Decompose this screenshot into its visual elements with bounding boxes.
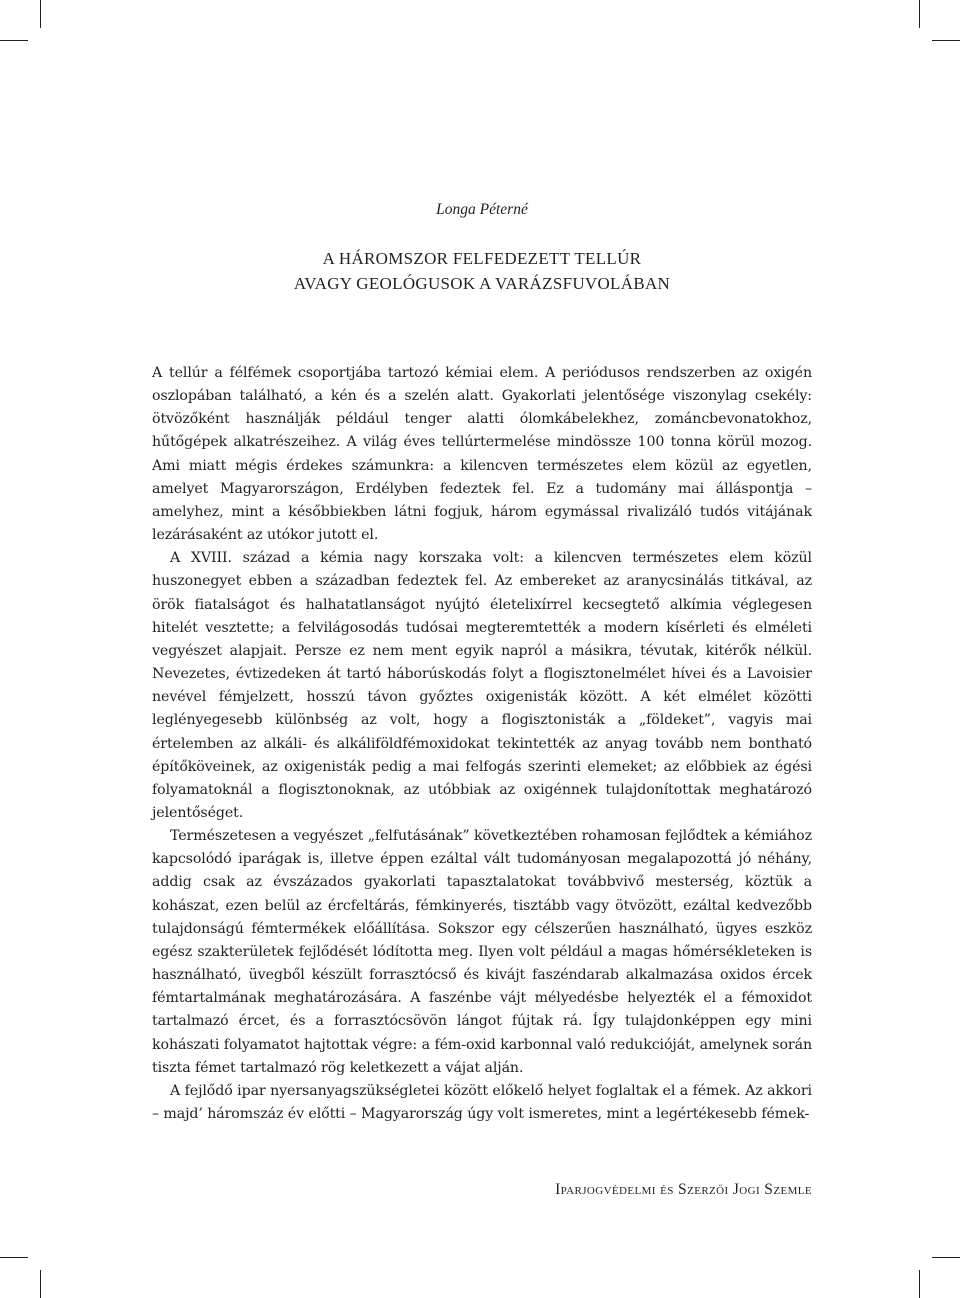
title-line-2: AVAGY GEOLÓGUSOK A VARÁZSFUVOLÁBAN <box>293 274 671 293</box>
crop-mark-bottom-left-h <box>0 1257 28 1258</box>
journal-footer: Iparjogvédelmi és Szerzői Jogi Szemle <box>555 1181 812 1198</box>
paragraph-2: A XVIII. század a kémia nagy korszaka volt: a kilencven természetes elem közül huszonegyet ebben a században fedeztek fel. Az embereket az aranycsinálás titkával, az örök fiatalságot és halhatatlanságot nyújtó életelixírrel kecsegtető alkímia véglegesen hitelét vesztette; a felvilágosodás tudósai megteremtették a modern kísérleti és elméleti vegyészet alapjait. Persze ez nem ment egyik napról a másikra, tévutak, kitérők nélkül. Nevezetes, évtizedeken át tartó háborúskodás folyt a flogisztonelmélet hívei és a Lavoisier nevével fémjelzett, hosszú távon győztes oxigenisták között. A két elmélet közötti leglényegesebb különbség az volt, hogy a flogisztonisták a „földeket”, vagyis mai értelemben az alkáli- és alkáliföldfémoxidokat tekintették az anyag tovább nem bontható építőköveinek, az oxigenisták pedig a mai felfogás szerinti elemeket; az előbbiek az égési folyamatoknál a flogisztonoknak, az utóbbiak az oxigénnek tulajdonítottak meghatározó jelentőséget. <box>152 550 812 821</box>
title-line-1: A HÁROMSZOR FELFEDEZETT TELLÚR <box>322 249 642 268</box>
crop-mark-bottom-right-h <box>932 1257 960 1258</box>
crop-mark-top-left-v <box>40 0 41 28</box>
paragraph-3: Természetesen a vegyészet „felfutásának” következtében rohamosan fejlődtek a kémiához kapcsolódó iparágak is, illetve éppen ezáltal vált tudományosan megalapozottá jó néhány, addig csak az évszázados gyakorlati tapasztalatokat továbbvivő mesterség, köztük a kohászat, ezen belül az ércfeltárás, fémkinyerés, tisztább vagy ötvözött, ezáltal kedvezőbb tulajdonságú fémtermékek előállítása. Sokszor egy célszerűen használható, ügyes eszköz egész szakterületek fejlődését lódította meg. Ilyen volt például a magas hőmérsékleteken is használható, üvegből készült forrasztócső és kivájt faszéndarab alkalmazása oxidos ércek fémtartalmának meghatározására. A faszénbe vájt mélyedésbe helyezték el a fémoxidot tartalmazó ércet, és a forrasztócsövön lángot fújtak rá. Így tulajdonképpen egy mini kohászati folyamatot hajtottak végre: a fém-oxid karbonnal való redukcióját, amelynek során tiszta fémet tartalmazó rög keletkezett a vájat alján. <box>152 828 812 1076</box>
article-body <box>152 362 812 1126</box>
paragraph-4: A fejlődő ipar nyersanyagszükségletei között előkelő helyet foglaltak el a fémek. Az akkori – majd’ háromszáz év előtti – Magyarország úgy volt ismeretes, mint a legértékesebb fémek- <box>152 1082 812 1122</box>
crop-mark-bottom-left-v <box>40 1270 41 1298</box>
crop-mark-bottom-right-v <box>919 1270 920 1298</box>
article-title <box>152 246 812 296</box>
author-name: Longa Péterné <box>436 201 528 218</box>
page <box>152 0 812 1298</box>
crop-mark-top-left-h <box>0 40 28 41</box>
crop-mark-top-right-v <box>919 0 920 28</box>
paragraph-1: A tellúr a félfémek csoportjába tartozó kémiai elem. A periódusos rendszerben az oxigén oszlopában található, a kén és a szelén alatt. Gyakorlati jelentősége viszonylag csekély: ötvözőként használják például tenger alatti ólomkábelekhez, zománcbevonatokhoz, hűtőgépek alkatrészeihez. A világ éves tellúrtermelése mindössze 100 tonna körül mozog. Ami miatt mégis érdekes számunkra: a kilencven természetes elem közül az egyetlen, amelyet Magyarországon, Erdélyben fedeztek fel. Ez a tudomány mai álláspontja – amelyhez, mint a későbbiekben látni fogjuk, három egymással rivalizáló tudós vitájának lezárásaként az utókor jutott el. <box>152 365 812 544</box>
crop-mark-top-right-h <box>932 40 960 41</box>
